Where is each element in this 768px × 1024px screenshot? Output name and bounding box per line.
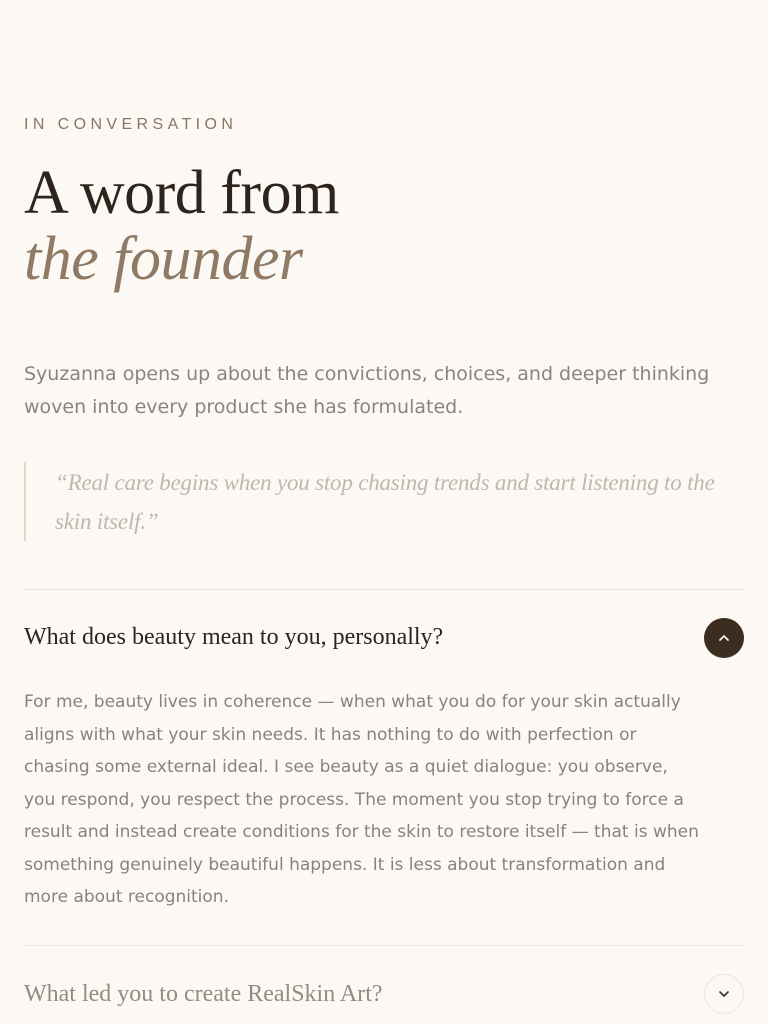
founder-quote xyxy=(24,462,744,541)
faq-answer-beauty: For me, beauty lives in coherence — when what you do for your skin actually aligns with what your skin needs. It has nothing to do with perfection or chasing some external ideal. I see beauty as a quiet dialogue: you observe, you respond, you respect the process. The moment you stop trying to force a result and instead create conditions for the skin to restore itself — that is when something genuinely beautiful happens. It is less about transformation and more about recognition. xyxy=(24,692,699,907)
chevron-up-icon xyxy=(717,631,731,645)
intro-text: Syuzanna opens up about the convictions, choices, and deeper thinking woven into every product she has formulated. xyxy=(24,363,710,418)
page-title xyxy=(24,160,339,292)
title-line-2: the founder xyxy=(24,225,303,293)
eyebrow-label: IN CONVERSATION xyxy=(24,116,238,133)
divider xyxy=(24,589,744,590)
faq-toggle-expand-button[interactable] xyxy=(704,974,744,1014)
chevron-down-icon xyxy=(717,987,731,1001)
title-line-1: A word from xyxy=(24,159,339,227)
divider xyxy=(24,945,744,946)
faq-question-beauty[interactable]: What does beauty mean to you, personally? xyxy=(24,624,444,650)
faq-question-realskin[interactable]: What led you to create RealSkin Art? xyxy=(24,981,383,1007)
faq-toggle-collapse-button[interactable] xyxy=(704,618,744,658)
quote-text: “Real care begins when you stop chasing trends and start listening to the skin itself.” xyxy=(55,470,715,534)
